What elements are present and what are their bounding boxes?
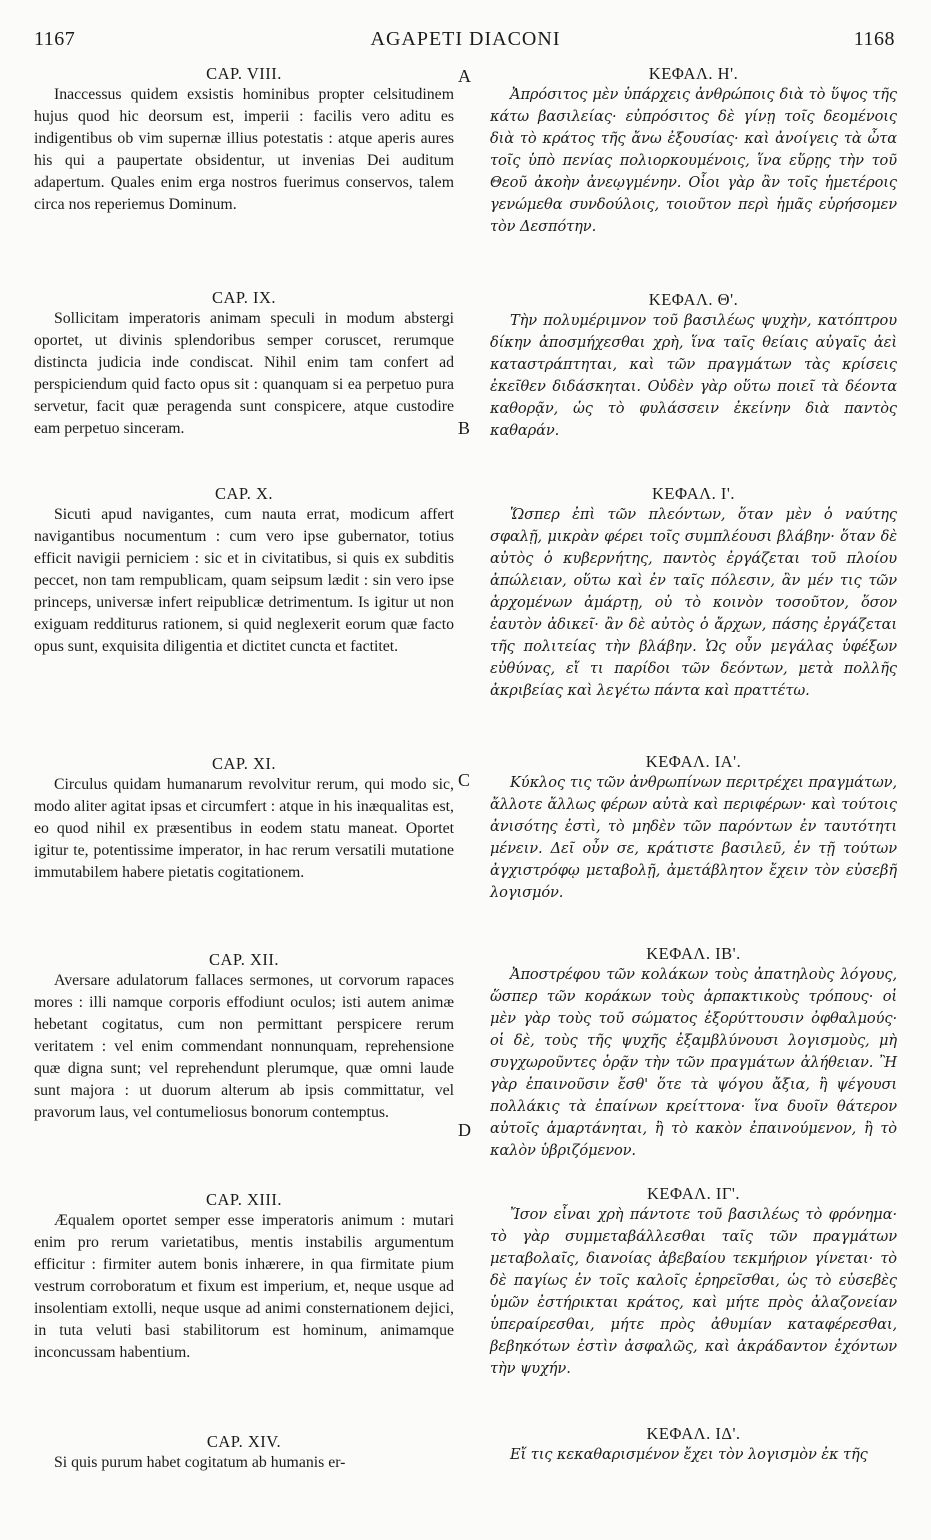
greek-chapter-10 bbox=[490, 484, 897, 702]
chapter-text: Ἀπρόσιτος μὲν ὑπάρχεις ἀνθρώποις διὰ τὸ ὕψος τῆς κάτω βασιλείας· εὐπρόσιτος δὲ γίνῃ τοῖς δεομένοις διὰ τὸ κράτος τῆς ἄνω ἐξουσίας· καὶ ἀνοίγεις τὰ ὦτα τοῖς ὑπὸ πενίας πολιορκουμένοις, ἵνα εὕρῃς τὴν τοῦ Θεοῦ ἀκοὴν ἀνεῳγμένην. Οἷοι γὰρ ἂν τοῖς ἡμετέροις γενώμεθα συνδούλοις, τοιοῦτον περὶ ἡμᾶς εὑρήσομεν τὸν Δεσπότην. bbox=[490, 86, 897, 235]
chapter-text: Sicuti apud navigantes, cum nauta errat, modicum affert navigantibus nocumentum : cum vero ipse gubernator, totius efficit navigii perniciem : sic et in civitatibus, si quis ex subditis peccet, non tam rempublicam, quam seipsum lædit : sin vero ipse princeps, universæ infert reipublicæ detrimentum. Is igitur ut non exiguam redditurus rationem, si quid neglexerit eorum quæ facto opus sunt, exquisita diligentia et dictitet cuncta et factitet. bbox=[34, 506, 454, 655]
chapter-text: Inaccessus quidem exsistis hominibus propter celsitudinem hujus quod hic deorsum est, imperii : facilis vero aditu es indigentibus ob vim supernæ illius potestatis : atque aperis aures his qui a paupertate obsidentur, ut invenias Dei auditum adapertum. Quales enim erga nostros fuerimus conservos, talem circa nos reperiemus Dominum. bbox=[34, 86, 454, 213]
greek-chapter-13 bbox=[490, 1184, 897, 1380]
chapter-text: Κύκλος τις τῶν ἀνθρωπίνων περιτρέχει πραγμάτων, ἄλλοτε ἄλλως φέρων αὐτὰ καὶ περιφέρων· καὶ τούτοις ἀνισότης ἐστὶ, τὸ μηδὲν τῶν παρόντων ἐν ταυτότητι μένειν. Δεῖ οὖν σε, κράτιστε βασιλεῦ, ἐν τῇ τούτων ἀγχιστρόφῳ μεταβολῇ, ἀμετάβλητον ἔχειν τὸν εὐσεβῆ λογισμόν. bbox=[490, 774, 897, 901]
chapter-heading: ΚΕΦΑΛ. Ι'. bbox=[652, 484, 735, 503]
chapter-heading: CAP. X. bbox=[214, 484, 274, 503]
chapter-text: Si quis purum habet cogitatum ab humanis er- bbox=[54, 1454, 346, 1471]
chapter-heading: CAP. XIII. bbox=[205, 1190, 283, 1209]
latin-chapter-8 bbox=[34, 64, 454, 216]
greek-chapter-8 bbox=[490, 64, 897, 238]
margin-letter-b: B bbox=[458, 418, 471, 438]
chapter-text: Aversare adulatorum fallaces sermones, ut corvorum rapaces mores : illi namque corporis effodiunt oculos; isti autem animæ hebetant cogitatus, cum non permittant perspicere rerum veritatem : vel enim commendant nonnunquam, reprehensione quæ digna sunt; vel reprehendunt plerumque, quæ omni laude sunt majora : ut duorum alterum ab ipsis committatur, vel pravorum laus, vel contumeliosus bonorum contemptus. bbox=[34, 972, 454, 1121]
chapter-text: Εἴ τις κεκαθαρισμένον ἔχει τὸν λογισμὸν ἐκ τῆς bbox=[510, 1446, 868, 1463]
page-number-left: 1167 bbox=[34, 28, 76, 50]
chapter-heading: ΚΕΦΑΛ. ΙΓ'. bbox=[646, 1184, 741, 1203]
latin-chapter-11 bbox=[34, 754, 454, 884]
greek-chapter-11 bbox=[490, 752, 897, 904]
running-title: AGAPETI DIACONI bbox=[370, 28, 561, 50]
chapter-heading: CAP. VIII. bbox=[206, 64, 282, 83]
margin-letter-c: C bbox=[458, 770, 471, 790]
chapter-text: Ὥσπερ ἐπὶ τῶν πλεόντων, ὅταν μὲν ὁ ναύτης σφαλῇ, μικρὰν φέρει τοῖς συμπλέουσι βλάβην· ὅταν δὲ αὐτὸς ὁ κυβερνήτης, παντὸς ἐργάζεται τοῦ πλοίου ἀπώλειαν, οὕτω καὶ ἐν ταῖς πόλεσιν, ἂν μέν τις τῶν ἀρχομένων ἁμάρτῃ, οὐ τὸ κοινὸν τοσοῦτον, ὅσον ἑαυτὸν ἀδικεῖ· ἂν δὲ αὐτὸς ὁ ἄρχων, πάσης ἐργάζεται τῆς πολιτείας τὴν βλάβην. Ὡς οὖν μεγάλας ὑφέξων εὐθύνας, εἴ τι παρίδοι τῶν δεόντων, μετὰ πολλῆς ἀκριβείας καὶ λεγέτω πάντα καὶ πραττέτω. bbox=[490, 506, 897, 699]
chapter-heading: ΚΕΦΑΛ. ΙΑ'. bbox=[645, 752, 742, 771]
chapter-text: Ἀποστρέφου τῶν κολάκων τοὺς ἀπατηλοὺς λόγους, ὥσπερ τῶν κοράκων τοὺς ἁρπακτικοὺς τρόπους· οἱ μὲν γὰρ τοὺς τοῦ σώματος ἐξορύττουσιν ὀφθαλμούς· οἱ δὲ, τοὺς τῆς ψυχῆς ἐξαμβλύνουσι λογισμοὺς, μὴ συγχωροῦντες ὁρᾷν τὴν τῶν πραγμάτων ἀλήθειαν. Ἢ γὰρ ἐπαινοῦσιν ἔσθ' ὅτε τὰ ψόγου ἄξια, ἢ ψέγουσι πολλάκις τὰ ἐπαίνων κρείττονα· ἵνα δυοῖν θάτερον αὐτοῖς ἁμαρτάνηται, ἢ τὸ κακὸν ἐπαινούμενον, ἢ τὸ καλὸν ὑβριζόμενον. bbox=[490, 966, 897, 1159]
latin-chapter-14 bbox=[34, 1432, 454, 1474]
chapter-text: Τὴν πολυμέριμνον τοῦ βασιλέως ψυχὴν, κατόπτρου δίκην ἀποσμήχεσθαι χρὴ, ἵνα ταῖς θείαις αὐγαῖς ἀεὶ καταστράπτηται, καὶ τῶν πραγμάτων τὰς κρίσεις ἐκεῖθεν διδάσκηται. Οὐδὲν γὰρ οὕτω ποιεῖ τὰ δέοντα καθορᾷν, ὡς τὸ φυλάσσειν ἐκείνην διὰ παντὸς καθαράν. bbox=[490, 312, 897, 439]
latin-chapter-9 bbox=[34, 288, 454, 440]
latin-chapter-10 bbox=[34, 484, 454, 658]
chapter-text: Æqualem oportet semper esse imperatoris animum : mutari enim pro rerum varietatibus, mentis instabilis argumentum efficitur : firmiter autem bonis inhærere, in qua firmitate pium vestrum corroboratum et fixum est imperium, et, neque usque ad insolentiam extolli, neque usque ad animi consternationem dejici, in tuta veluti basi stabilitorum est hominum, animamque inconcussam habentium. bbox=[34, 1212, 454, 1361]
margin-letter-a: A bbox=[458, 66, 471, 86]
chapter-heading: CAP. XIV. bbox=[206, 1432, 282, 1451]
chapter-text: Ἴσον εἶναι χρὴ πάντοτε τοῦ βασιλέως τὸ φρόνημα· τὸ γὰρ συμμεταβάλλεσθαι ταῖς τῶν πραγμάτων μεταβολαῖς, διανοίας ἀβεβαίου τεκμήριον γίνεται· τὸ δὲ παγίως ἐν τοῖς καλοῖς ἐρηρεῖσθαι, ὡς τὸ εὐσεβὲς ὑμῶν ἐστήρικται κράτος, καὶ μήτε πρὸς ἀλαζονείαν ὑπεραίρεσθαι, μήτε πρὸς ἀθυμίαν καταφέρεσθαι, βεβηκότων ἐστὶν ἀσφαλῶς, καὶ ἀκράδαντον ἐχόντων τὴν ψυχήν. bbox=[490, 1206, 897, 1377]
chapter-heading: ΚΕΦΑΛ. ΙΔ'. bbox=[646, 1424, 741, 1443]
latin-chapter-12 bbox=[34, 950, 454, 1124]
greek-chapter-9 bbox=[490, 290, 897, 442]
chapter-text: Circulus quidam humanarum revolvitur rerum, qui modo sic, modo aliter agitat ipsas et circumfert : atque in his inæqualitas est, eo quod nihil ex præsentibus in eodem statu maneat. Oportet igitur te, potentissime imperator, in hac rerum versatili mutatione immutabilem habere pietatis cogitationem. bbox=[34, 776, 454, 881]
chapter-heading: CAP. XI. bbox=[211, 754, 277, 773]
margin-letter-d: D bbox=[458, 1120, 471, 1140]
chapter-heading: ΚΕΦΑΛ. Θ'. bbox=[648, 290, 739, 309]
chapter-heading: CAP. XII. bbox=[208, 950, 280, 969]
chapter-heading: ΚΕΦΑΛ. Η'. bbox=[648, 64, 739, 83]
greek-chapter-14 bbox=[490, 1424, 897, 1466]
chapter-heading: ΚΕΦΑΛ. ΙΒ'. bbox=[646, 944, 741, 963]
chapter-heading: CAP. IX. bbox=[211, 288, 277, 307]
page-number-right: 1168 bbox=[853, 28, 895, 50]
chapter-text: Sollicitam imperatoris animam speculi in modum abstergi oportet, ut divinis splendoribus semper coruscet, rerumque distincta judicia inde condiscat. Nihil enim tam confert ad perspiciendum quid facto opus sit : quanquam si ea perpetuo pura servetur, facit quæ peragenda sunt conspicere, atque custodire eam perpetuo sinceram. bbox=[34, 310, 454, 437]
greek-chapter-12 bbox=[490, 944, 897, 1162]
latin-chapter-13 bbox=[34, 1190, 454, 1364]
